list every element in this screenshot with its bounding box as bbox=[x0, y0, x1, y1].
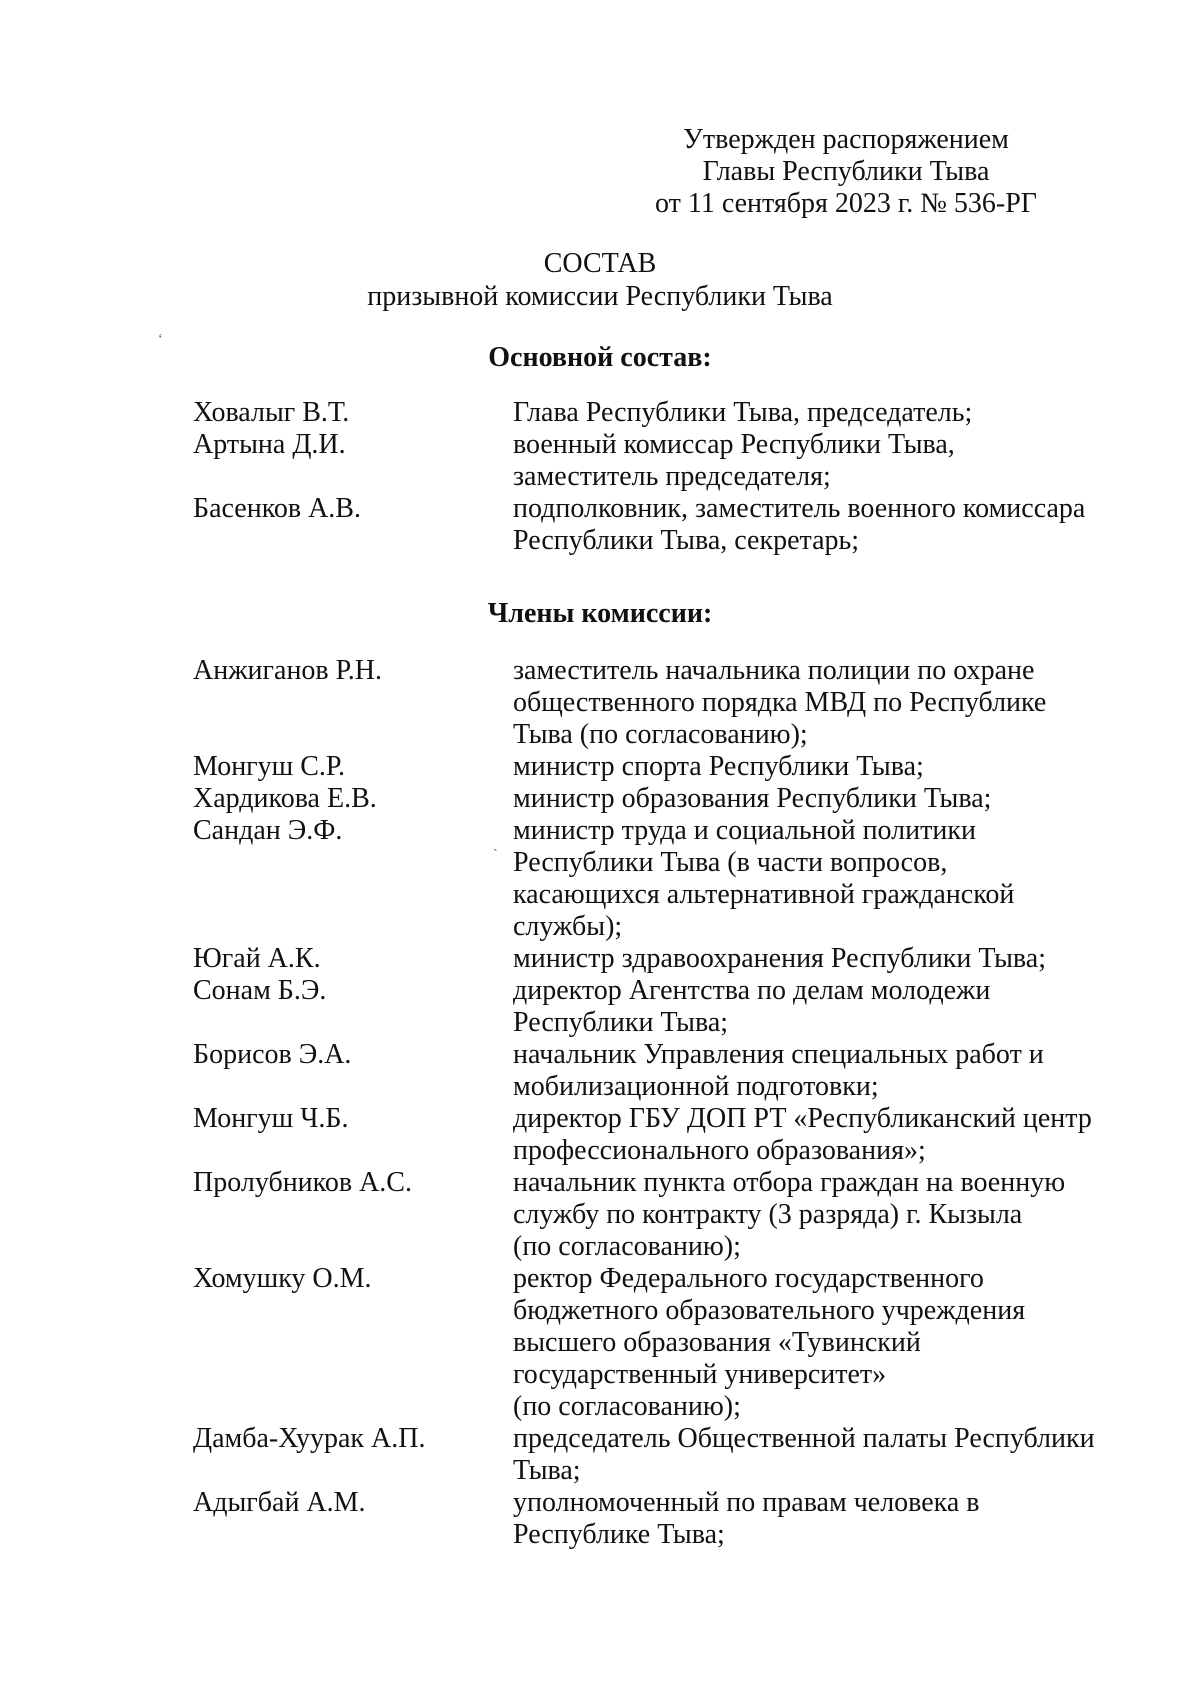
member-name: Пролубников А.С. bbox=[193, 1167, 412, 1198]
member-role bbox=[513, 1167, 1123, 1263]
member-row bbox=[193, 1423, 1123, 1487]
member-role bbox=[513, 783, 1123, 815]
member-row bbox=[193, 429, 1123, 493]
approval-line-1: Утвержден распоряжением bbox=[683, 124, 1009, 155]
member-name: Хардикова Е.В. bbox=[193, 783, 377, 814]
member-row bbox=[193, 1103, 1123, 1167]
member-role-line: заместитель председателя; bbox=[513, 461, 831, 492]
approval-line-3: от 11 сентября 2023 г. № 536-РГ bbox=[654, 188, 1037, 219]
commission-members-list bbox=[193, 655, 1123, 1551]
member-role-line: министр здравоохранения Республики Тыва; bbox=[513, 943, 1046, 974]
member-role-line: мобилизационной подготовки; bbox=[513, 1071, 879, 1102]
member-role-line: заместитель начальника полиции по охране bbox=[513, 655, 1035, 686]
member-name: Борисов Э.А. bbox=[193, 1039, 352, 1070]
member-role-line: подполковник, заместитель военного комиссара bbox=[513, 493, 1086, 524]
member-role-line: министр спорта Республики Тыва; bbox=[513, 751, 924, 782]
member-name: Артына Д.И. bbox=[193, 429, 346, 460]
member-role-line: директор Агентства по делам молодежи bbox=[513, 975, 991, 1006]
member-role-line: ректор Федерального государственного bbox=[513, 1263, 984, 1294]
member-row bbox=[193, 1263, 1123, 1423]
member-role bbox=[513, 1487, 1123, 1551]
member-role bbox=[513, 655, 1123, 751]
scan-mark: ˎ bbox=[493, 837, 498, 852]
member-role bbox=[513, 815, 1123, 943]
approval-line-2: Главы Республики Тыва bbox=[702, 156, 990, 187]
member-role bbox=[513, 429, 1123, 493]
member-role-line: общественного порядка МВД по Республике bbox=[513, 687, 1047, 718]
member-role-line: уполномоченный по правам человека в bbox=[513, 1487, 980, 1518]
member-row bbox=[193, 975, 1123, 1039]
member-role bbox=[513, 1423, 1123, 1487]
member-role-line: (по согласованию); bbox=[513, 1231, 741, 1262]
member-role-line: военный комиссар Республики Тыва, bbox=[513, 429, 955, 460]
main-members-list bbox=[193, 397, 1123, 557]
member-name: Сандан Э.Ф. bbox=[193, 815, 343, 846]
member-row bbox=[193, 1487, 1123, 1551]
member-role-line: Тыва; bbox=[513, 1455, 581, 1486]
member-role-line: государственный университет» bbox=[513, 1359, 887, 1390]
member-row bbox=[193, 1167, 1123, 1263]
document-title: СОСТАВ bbox=[543, 248, 657, 279]
member-role-line: начальник Управления специальных работ и bbox=[513, 1039, 1044, 1070]
member-role bbox=[513, 397, 1123, 429]
member-name: Сонам Б.Э. bbox=[193, 975, 327, 1006]
member-role-line: Глава Республики Тыва, председатель; bbox=[513, 397, 973, 428]
member-role-line: Республики Тыва; bbox=[513, 1007, 729, 1038]
member-role-line: Республике Тыва; bbox=[513, 1519, 725, 1550]
member-name: Басенков А.В. bbox=[193, 493, 361, 524]
member-name: Монгуш Ч.Б. bbox=[193, 1103, 349, 1134]
member-role-line: начальник пункта отбора граждан на военную bbox=[513, 1167, 1066, 1198]
member-role-line: службу по контракту (3 разряда) г. Кызыла bbox=[513, 1199, 1023, 1230]
member-role bbox=[513, 1039, 1123, 1103]
member-name: Дамба-Хуурак А.П. bbox=[193, 1423, 426, 1454]
member-name: Ховалыг В.Т. bbox=[193, 397, 350, 428]
main-section-title: Основной состав: bbox=[488, 342, 712, 373]
member-role-line: профессионального образования»; bbox=[513, 1135, 926, 1166]
member-role-line: бюджетного образовательного учреждения bbox=[513, 1295, 1026, 1326]
member-role-line: Республики Тыва (в части вопросов, bbox=[513, 847, 948, 878]
member-role-line: службы); bbox=[513, 911, 623, 942]
member-row bbox=[193, 783, 1123, 815]
member-role-line: (по согласованию); bbox=[513, 1391, 741, 1422]
member-role-line: высшего образования «Тувинский bbox=[513, 1327, 921, 1358]
scan-mark: ‘ bbox=[158, 332, 163, 347]
member-role bbox=[513, 493, 1123, 557]
member-name: Адыгбай А.М. bbox=[193, 1487, 366, 1518]
member-role-line: касающихся альтернативной гражданской bbox=[513, 879, 1015, 910]
members-section-title: Члены комиссии: bbox=[487, 598, 713, 629]
member-role bbox=[513, 751, 1123, 783]
member-role bbox=[513, 1263, 1123, 1423]
member-role-line: председатель Общественной палаты Республики bbox=[513, 1423, 1095, 1454]
member-row bbox=[193, 751, 1123, 783]
member-role-line: директор ГБУ ДОП РТ «Республиканский центр bbox=[513, 1103, 1092, 1134]
member-row bbox=[193, 493, 1123, 557]
member-role bbox=[513, 975, 1123, 1039]
approval-block bbox=[586, 124, 1106, 220]
member-name: Анжиганов Р.Н. bbox=[193, 655, 382, 686]
member-name: Хомушку О.М. bbox=[193, 1263, 372, 1294]
member-row bbox=[193, 943, 1123, 975]
member-role bbox=[513, 1103, 1123, 1167]
member-role-line: министр образования Республики Тыва; bbox=[513, 783, 992, 814]
member-row bbox=[193, 1039, 1123, 1103]
member-role-line: министр труда и социальной политики bbox=[513, 815, 976, 846]
member-row bbox=[193, 397, 1123, 429]
member-role-line: Республики Тыва, секретарь; bbox=[513, 525, 860, 556]
document-subtitle: призывной комиссии Республики Тыва bbox=[367, 281, 833, 312]
member-role-line: Тыва (по согласованию); bbox=[513, 719, 808, 750]
member-name: Монгуш С.Р. bbox=[193, 751, 345, 782]
member-role bbox=[513, 943, 1123, 975]
member-row bbox=[193, 655, 1123, 751]
member-name: Югай А.К. bbox=[193, 943, 321, 974]
member-row bbox=[193, 815, 1123, 943]
